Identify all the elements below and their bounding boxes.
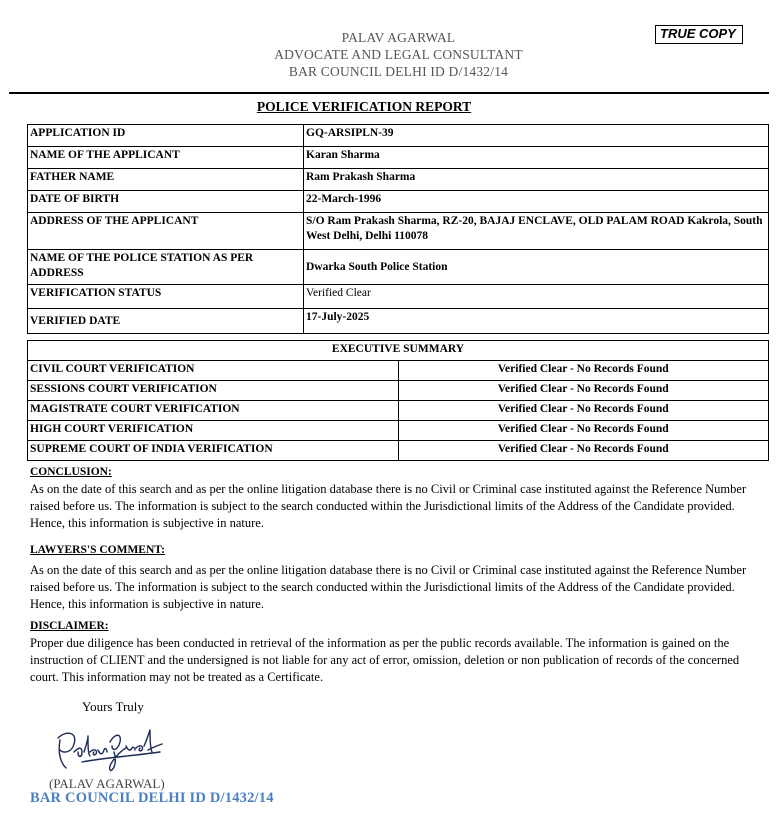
detail-value: 22-March-1996 [304,191,769,213]
summary-label: SUPREME COURT OF INDIA VERIFICATION [28,441,399,461]
executive-summary-table [27,340,769,461]
advocate-name: PALAV AGARWAL [341,30,456,45]
table-row [28,213,769,250]
table-row [28,381,769,401]
table-row [28,169,769,191]
table-row [28,341,769,361]
summary-value: Verified Clear - No Records Found [398,381,769,401]
detail-value: GQ-ARSIPLN-39 [304,125,769,147]
detail-value: S/O Ram Prakash Sharma, RZ-20, BAJAJ ENCLAVE, OLD PALAM ROAD Kakrola, South West Delhi, Delhi 110078 [304,213,769,250]
summary-label: CIVIL COURT VERIFICATION [28,361,399,381]
table-row [28,421,769,441]
detail-label: APPLICATION ID [28,125,304,147]
detail-value: Ram Prakash Sharma [304,169,769,191]
detail-value: Karan Sharma [304,147,769,169]
table-row [28,285,769,309]
table-row [28,125,769,147]
lawyers-comment-text: As on the date of this search and as per the online litigation database there is no Civil or Criminal case instituted against the Reference Number raised before us. The information is subject to the search conducted within the Jurisdictional limits of the Address of the Candidate provided. Hence, this information is subjective in nature. [30,563,747,611]
table-row [28,401,769,421]
lawyers-comment-section [30,542,765,613]
detail-label: DATE OF BIRTH [28,191,304,213]
header-divider [9,92,769,94]
lawyers-comment-heading: LAWYERS'S COMMENT: [30,544,165,556]
table-row [28,309,769,334]
conclusion-text: As on the date of this search and as per the online litigation database there is no Civil or Criminal case instituted against the Reference Number raised before us. The information is subject to the search conducted within the Jurisdictional limits of the Address of the Candidate provided. Hence, this information is subjective in nature. [30,482,747,530]
disclaimer-heading: DISCLAIMER: [30,620,109,632]
summary-value: Verified Clear - No Records Found [398,421,769,441]
table-row [28,441,769,461]
detail-value: Dwarka South Police Station [304,250,769,285]
true-copy-stamp: TRUE COPY [655,25,743,44]
table-row [28,361,769,381]
closing-salutation: Yours Truly [82,699,144,714]
conclusion-section [30,464,765,532]
signatory-name: (PALAV AGARWAL) [49,776,165,791]
detail-label: FATHER NAME [28,169,304,191]
applicant-details-table [27,124,769,334]
summary-value: Verified Clear - No Records Found [398,441,769,461]
summary-label: SESSIONS COURT VERIFICATION [28,381,399,401]
summary-label: MAGISTRATE COURT VERIFICATION [28,401,399,421]
header-bar-id: BAR COUNCIL DELHI ID D/1432/14 [288,64,509,79]
report-title: POLICE VERIFICATION REPORT [256,99,472,114]
detail-value: 17-July-2025 [304,309,769,334]
table-row [28,191,769,213]
summary-label: HIGH COURT VERIFICATION [28,421,399,441]
disclaimer-text: Proper due diligence has been conducted in retrieval of the information as per the public records available. The information is gained on the instruction of CLIENT and the undersigned is not liable for any act of error, omission, deletion or non publication of records of the concerned court. This information may not be treated as a Certificate. [30,636,740,684]
handwritten-signature [52,722,167,774]
detail-label: VERIFIED DATE [28,309,304,334]
conclusion-heading: CONCLUSION: [30,466,112,478]
signatory-bar-id: BAR COUNCIL DELHI ID D/1432/14 [30,790,274,806]
detail-label: VERIFICATION STATUS [28,285,304,309]
advocate-title: ADVOCATE AND LEGAL CONSULTANT [274,47,523,62]
detail-label: NAME OF THE APPLICANT [28,147,304,169]
summary-heading: EXECUTIVE SUMMARY [28,341,769,361]
detail-value: Verified Clear [304,285,769,309]
summary-value: Verified Clear - No Records Found [398,401,769,421]
detail-label: ADDRESS OF THE APPLICANT [28,213,304,250]
detail-label: NAME OF THE POLICE STATION AS PER ADDRESS [28,250,304,285]
table-row [28,250,769,285]
summary-value: Verified Clear - No Records Found [398,361,769,381]
disclaimer-section [30,618,765,686]
table-row [28,147,769,169]
